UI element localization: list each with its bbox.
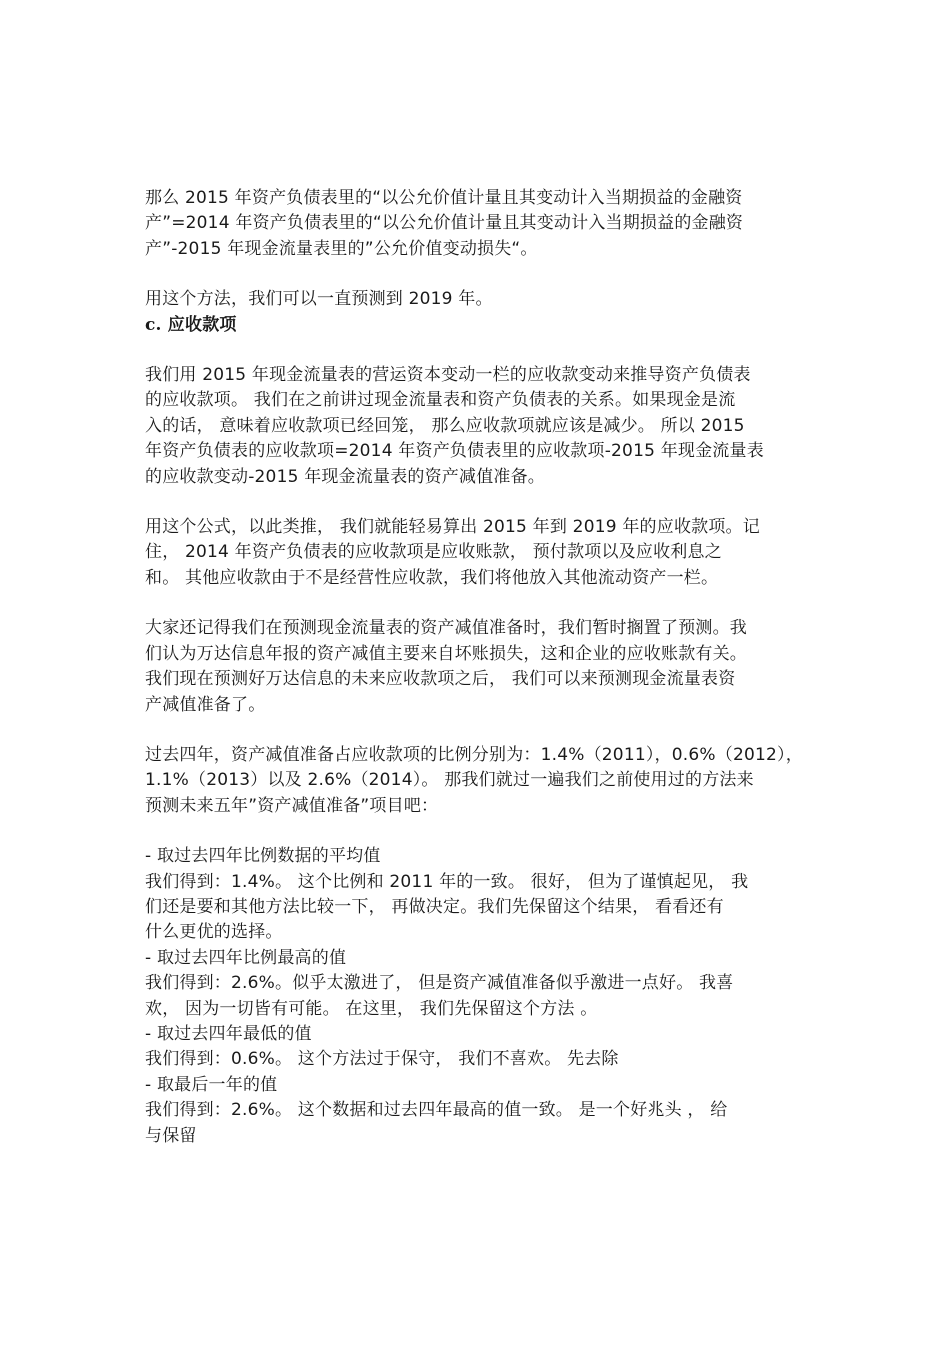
text-line: 住， 2014 年资产负债表的应收款项是应收账款， 预付款项以及应收利息之 [145,542,722,563]
text-line: 们认为万达信息年报的资产减值主要来自坏账损失，这和企业的应收账款有关。 [145,643,747,664]
list-item: - 取过去四年最低的值 [145,1023,312,1044]
text-line: 我们得到：1.4%。 这个比例和 2011 年的一致。 很好， 但为了谨慎起见， 我 [145,871,749,892]
paragraph-gap [145,591,815,616]
text-line: 年资产负债表的应收款项=2014 年资产负债表里的应收款项-2015 年现金流量表 [145,441,764,462]
document-body [145,186,815,1149]
text-line: 预测未来五年”资产减值准备”项目吧： [145,795,439,816]
text-line: 我们得到：2.6%。 这个数据和过去四年最高的值一致。 是一个好兆头 ， 给 [145,1100,728,1121]
text-line: 用这个公式，以此类推， 我们就能轻易算出 2015 年到 2019 年的应收款项。记 [145,517,760,538]
paragraph-fair-value [145,186,815,262]
text-line: 什么更优的选择。 [145,922,283,943]
text-line: 产”=2014 年资产负债表里的“以公允价值计量且其变动计入当期损益的金融资 [145,213,744,234]
text-line: 入的话， 意味着应收款项已经回笼， 那么应收款项就应该是减少。 所以 2015 [145,415,745,436]
paragraph-gap [145,338,815,363]
text-line: 我们用 2015 年现金流量表的营运资本变动一栏的应收款变动来推导资产负债表 [145,365,751,386]
text-line: 用这个方法，我们可以一直预测到 2019 年。 [145,289,493,310]
paragraph-gap [145,490,815,515]
section-heading-receivables: c. 应收款项 [145,314,237,335]
paragraph-receivables-derivation [145,363,815,490]
paragraph-formula-usage [145,515,815,591]
list-item: - 取过去四年比例最高的值 [145,947,347,968]
paragraph-gap [145,262,815,287]
text-line: 与保留 [145,1125,197,1146]
text-line: 们还是要和其他方法比较一下， 再做决定。我们先保留这个结果， 看看还有 [145,896,724,917]
text-line: 和。 其他应收款由于不是经营性应收款，我们将他放入其他流动资产一栏。 [145,567,719,588]
text-line: 产”-2015 年现金流量表里的”公允价值变动损失“。 [145,238,538,259]
paragraph-gap [145,819,815,844]
list-item: - 取最后一年的值 [145,1074,278,1095]
text-line: 那么 2015 年资产负债表里的“以公允价值计量且其变动计入当期损益的金融资 [145,188,743,208]
paragraph-gap [145,718,815,743]
text-line: 我们得到：0.6%。 这个方法过于保守， 我们不喜欢。 先去除 [145,1049,619,1070]
paragraph-forecast-method [145,287,815,312]
paragraph-method-comparison [145,844,815,1149]
text-line: 的应收款项。 我们在之前讲过现金流量表和资产负债表的关系。如果现金是流 [145,390,736,411]
text-line: 我们现在预测好万达信息的未来应收款项之后， 我们可以来预测现金流量表资 [145,669,736,690]
text-line: 我们得到：2.6%。似乎太激进了， 但是资产减值准备似乎激进一点好。 我喜 [145,973,734,994]
list-item: - 取过去四年比例数据的平均值 [145,846,381,867]
text-line: 大家还记得我们在预测现金流量表的资产减值准备时，我们暂时搁置了预测。我 [145,618,747,639]
text-line: 1.1%（2013）以及 2.6%（2014）。 那我们就过一遍我们之前使用过的方法来 [145,770,754,791]
text-line: 产减值准备了。 [145,694,266,715]
paragraph-historical-ratios [145,743,815,819]
text-line: 的应收款变动-2015 年现金流量表的资产减值准备。 [145,466,546,487]
text-line: 过去四年，资产减值准备占应收款项的比例分别为：1.4%（2011），0.6%（2012）， [145,744,803,765]
text-line: 欢， 因为一切皆有可能。 在这里， 我们先保留这个方法 。 [145,998,598,1019]
paragraph-impairment-context [145,616,815,718]
